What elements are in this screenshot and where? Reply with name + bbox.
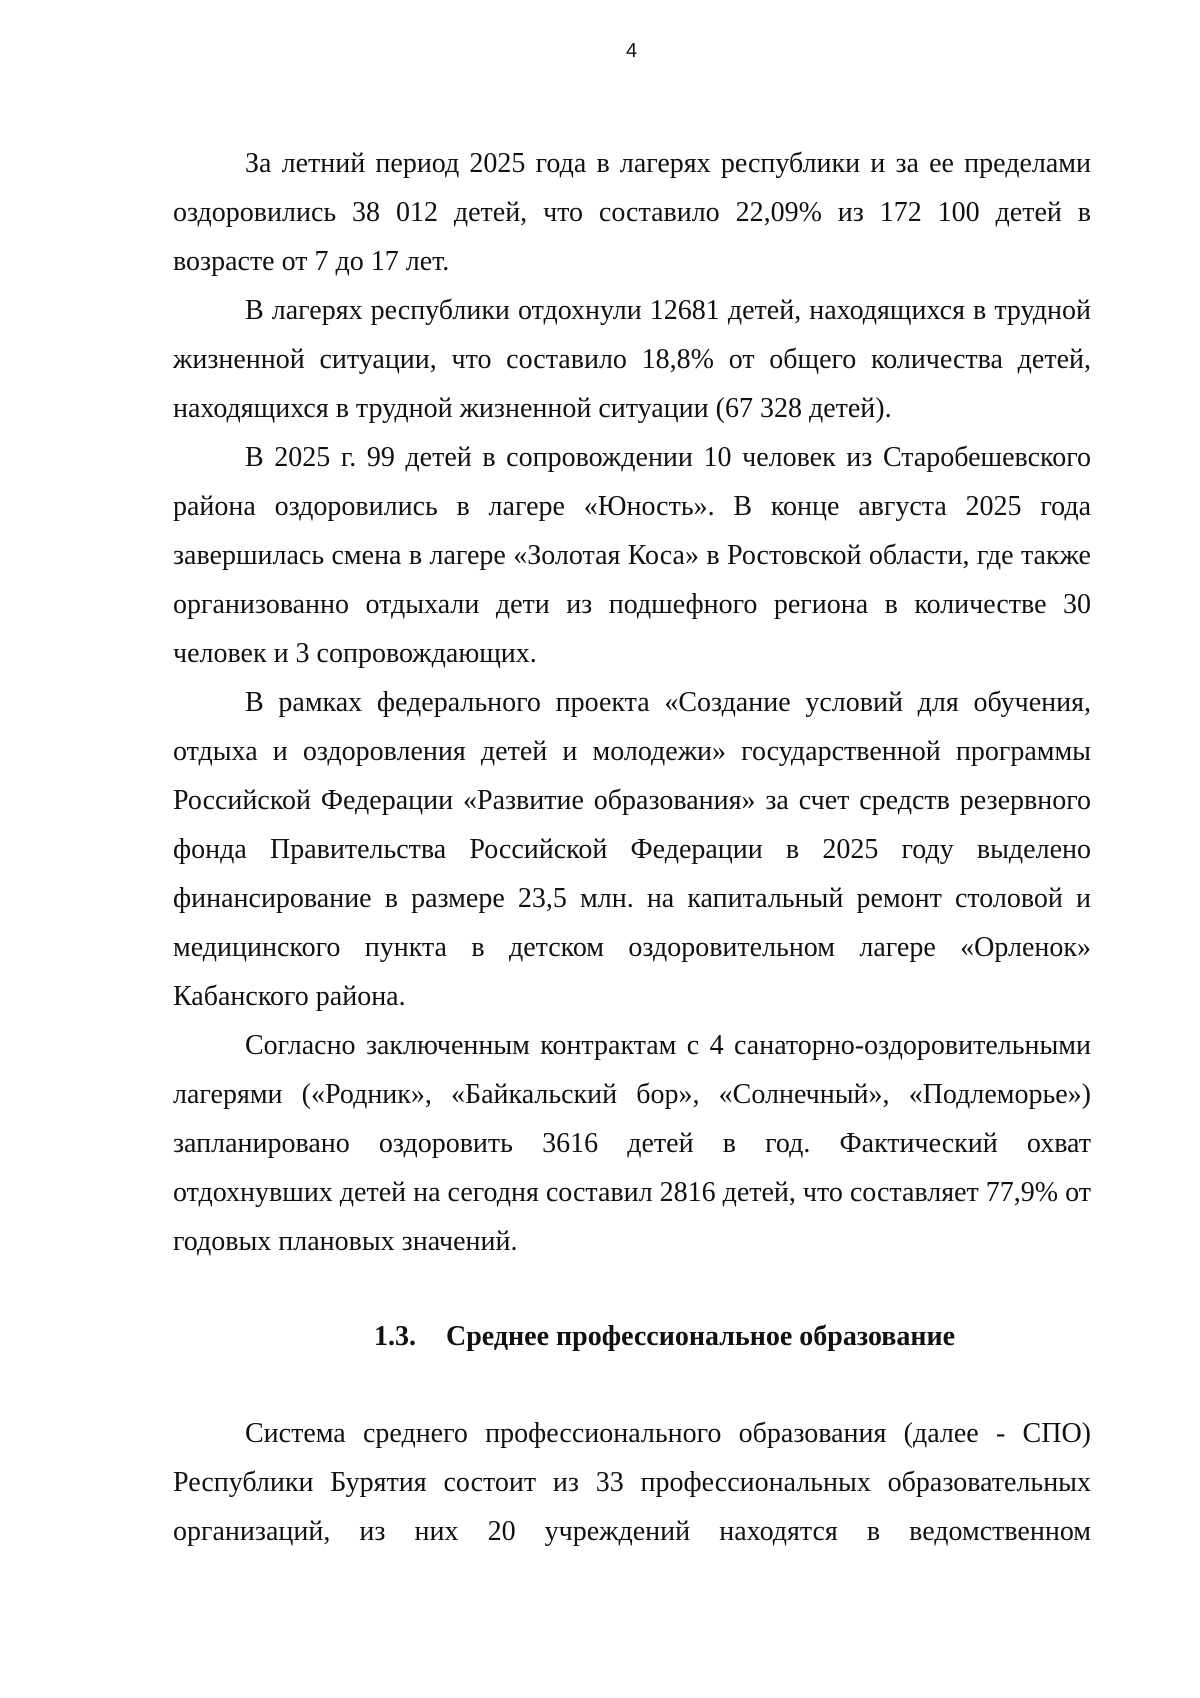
paragraph-camps-summary: За летний период 2025 года в лагерях республики и за ее пределами оздоровились 38 012 детей, что составило 22,09% из 172 100 детей в возрасте от 7 до 17 лет. <box>173 148 1091 277</box>
section-number: 1.3. <box>374 1321 416 1352</box>
paragraph-spo-system: Система среднего профессионального образования (далее - СПО) Республики Бурятия состоит из 33 профессиональных образовательных организаций, из них 20 учреждений находятся в ведомственном <box>173 1418 1091 1547</box>
body-text <box>173 139 1091 1266</box>
paragraph-difficult-situation: В лагерях республики отдохнули 12681 детей, находящихся в трудной жизненной ситуации, что составило 18,8% от общего количества детей, находящихся в трудной жизненной ситуации (67 328 детей). <box>173 295 1091 424</box>
paragraph-federal-project: В рамках федерального проекта «Создание условий для обучения, отдыха и оздоровления детей и молодежи» государственной программы Российской Федерации «Развитие образования» за счет средств резервного фонда Правительства Российской Федерации в 2025 году выделено финансирование в размере 23,5 млн. на капитальный ремонт столовой и медицинского пункта в детском оздоровительном лагере «Орленок» Кабанского района. <box>173 687 1091 1012</box>
section-title: Среднее профессиональное образование <box>446 1321 956 1352</box>
paragraph-sanatorium-contracts: Согласно заключенным контрактам с 4 санаторно-оздоровительными лагерями («Родник», «Байкальский бор», «Солнечный», «Подлеморье») запланировано оздоровить 3616 детей в год. Фактический охват отдохнувших детей на сегодня составил 2816 детей, что составляет 77,9% от годовых плановых значений. <box>173 1030 1091 1257</box>
paragraph-starobeshevsky: В 2025 г. 99 детей в сопровождении 10 человек из Старобешевского района оздоровились в лагере «Юность». В конце августа 2025 года завершилась смена в лагере «Золотая Коса» в Ростовской области, где также организованно отдыхали дети из подшефного региона в количестве 30 человек и 3 сопровождающих. <box>173 442 1091 669</box>
section-heading <box>374 1312 955 1361</box>
page-number: 4 <box>625 40 638 62</box>
section-body-text <box>173 1409 1091 1556</box>
